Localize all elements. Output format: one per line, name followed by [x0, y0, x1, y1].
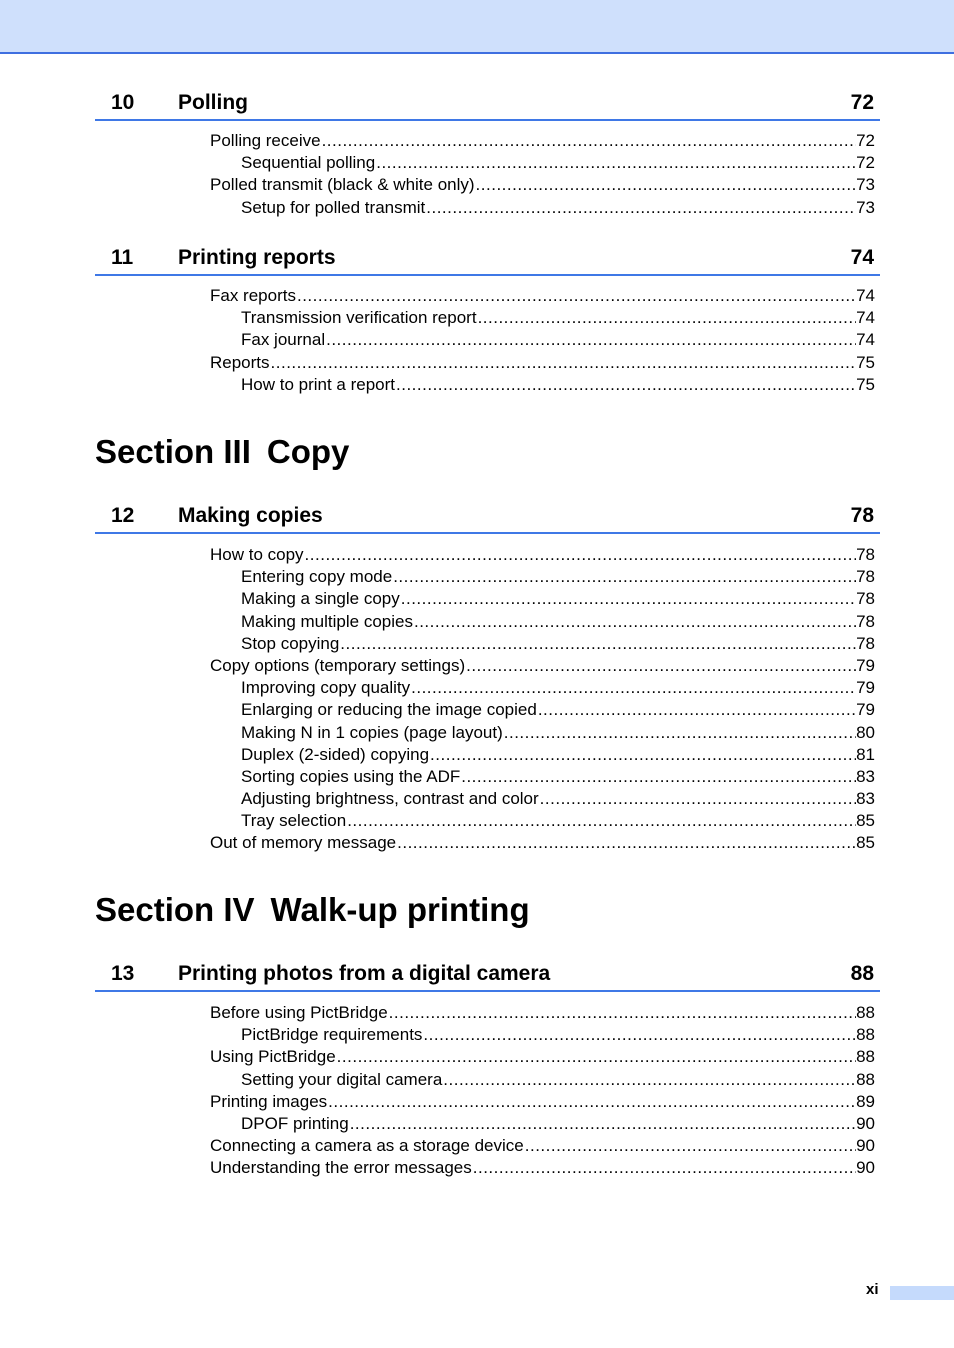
toc-entry-page: 72 — [856, 131, 875, 150]
toc-entry[interactable] — [210, 1002, 875, 1024]
toc-entry[interactable] — [210, 130, 875, 152]
toc-entry[interactable] — [210, 633, 875, 655]
toc-entry[interactable] — [210, 832, 875, 854]
chapter-number: 12 — [111, 504, 135, 527]
dot-leader — [425, 197, 856, 219]
toc-entry[interactable] — [210, 722, 875, 744]
toc-entry-title: Sequential polling — [241, 153, 376, 173]
toc-entry-title: Duplex (2-sided) copying — [241, 744, 430, 764]
dot-leader — [270, 352, 857, 374]
toc-entry-title: Polled transmit (black & white only) — [210, 175, 475, 195]
toc-entry-title: Before using PictBridge — [210, 1003, 388, 1022]
toc-entry[interactable] — [210, 197, 875, 219]
toc-entry-title: Entering copy mode — [241, 567, 393, 587]
toc-entry-page: 72 — [856, 153, 875, 173]
toc-entry-page: 78 — [856, 567, 875, 587]
toc-entry-page: 85 — [856, 811, 875, 831]
section-title: Walk-up printing — [270, 891, 530, 928]
chapter-heading[interactable] — [95, 960, 880, 992]
toc-entry[interactable] — [210, 655, 875, 677]
dot-leader — [375, 152, 856, 174]
toc-entry-page: 81 — [856, 744, 875, 764]
toc-entry-title: Printing images — [210, 1091, 328, 1111]
toc-entry[interactable] — [210, 174, 875, 196]
toc-entries — [210, 285, 875, 396]
toc-entry-page: 78 — [856, 545, 875, 564]
dot-leader — [296, 285, 856, 307]
dot-leader — [410, 677, 856, 699]
chapter-title: Printing reports — [178, 246, 336, 269]
dot-leader — [388, 1002, 856, 1024]
dot-leader — [336, 1046, 856, 1068]
toc-entry-title: Setting your digital camera — [241, 1069, 443, 1089]
dot-leader — [475, 174, 857, 196]
toc-entry-page: 90 — [856, 1136, 875, 1156]
toc-entry[interactable] — [210, 1113, 875, 1135]
toc-entry-page: 75 — [856, 352, 875, 372]
toc-entry[interactable] — [210, 285, 875, 307]
toc-entry[interactable] — [210, 352, 875, 374]
toc-entry-title: Out of memory message — [210, 833, 397, 853]
chapter-page: 88 — [850, 962, 874, 985]
toc-entry[interactable] — [210, 1157, 875, 1179]
toc-entry-page: 85 — [856, 833, 875, 853]
toc-entry[interactable] — [210, 566, 875, 588]
toc-entry-page: 79 — [856, 678, 875, 698]
section-label: Section IV — [95, 891, 255, 928]
chapter-page: 78 — [850, 504, 874, 527]
toc-entry-title: How to print a report — [241, 374, 396, 394]
toc-entry-page: 73 — [856, 197, 875, 217]
dot-leader — [465, 655, 856, 677]
dot-leader — [539, 788, 856, 810]
toc-entry-title: Making N in 1 copies (page layout) — [241, 722, 503, 742]
chapter-page: 72 — [850, 91, 874, 114]
toc-entry-title: Setup for polled transmit — [241, 197, 426, 217]
section-label: Section III — [95, 433, 251, 470]
toc-entry[interactable] — [210, 329, 875, 351]
toc-entry-title: Connecting a camera as a storage device — [210, 1136, 524, 1156]
dot-leader — [472, 1157, 856, 1179]
dot-leader — [400, 588, 856, 610]
toc-entry-title: How to copy — [210, 545, 304, 564]
chapter-heading[interactable] — [95, 502, 880, 534]
toc-entry-title: Polling receive — [210, 131, 321, 150]
dot-leader — [325, 329, 856, 351]
chapter-title: Printing photos from a digital camera — [178, 962, 551, 985]
toc-entries — [210, 130, 875, 219]
toc-entries — [210, 544, 875, 855]
section-heading — [95, 433, 349, 471]
dot-leader — [346, 810, 856, 832]
toc-entry-title: PictBridge requirements — [241, 1025, 423, 1045]
toc-entry-page: 79 — [856, 700, 875, 720]
dot-leader — [321, 130, 857, 152]
toc-entry-page: 73 — [856, 175, 875, 195]
toc-entry[interactable] — [210, 544, 875, 566]
toc-entry[interactable] — [210, 307, 875, 329]
toc-entry-page: 89 — [856, 1091, 875, 1111]
toc-entry[interactable] — [210, 744, 875, 766]
dot-leader — [395, 374, 856, 396]
toc-entry-title: Fax journal — [241, 330, 326, 350]
dot-leader — [339, 633, 856, 655]
toc-entry[interactable] — [210, 766, 875, 788]
footer-band — [890, 1286, 954, 1300]
toc-entry-page: 90 — [856, 1158, 875, 1178]
dot-leader — [422, 1024, 856, 1046]
toc-entry-page: 74 — [856, 330, 875, 350]
toc-entry-title: Copy options (temporary settings) — [210, 655, 466, 675]
toc-entries — [210, 1002, 875, 1180]
chapter-title: Making copies — [178, 504, 323, 527]
toc-entry-page: 74 — [856, 286, 875, 305]
toc-entry-title: Making multiple copies — [241, 611, 413, 631]
toc-entry-page: 88 — [856, 1025, 875, 1045]
dot-leader — [349, 1113, 856, 1135]
dot-leader — [524, 1135, 856, 1157]
toc-entry-page: 78 — [856, 633, 875, 653]
toc-entry-title: Understanding the error messages — [210, 1158, 472, 1178]
dot-leader — [392, 566, 856, 588]
chapter-number: 13 — [111, 962, 135, 985]
toc-entry-page: 88 — [856, 1047, 875, 1067]
toc-entry[interactable] — [210, 699, 875, 721]
toc-entry-page: 79 — [856, 655, 875, 675]
toc-entry-title: DPOF printing — [241, 1113, 349, 1133]
toc-entry-page: 75 — [856, 374, 875, 394]
dot-leader — [477, 307, 857, 329]
toc-entry-page: 90 — [856, 1113, 875, 1133]
dot-leader — [460, 766, 856, 788]
toc-entry-page: 80 — [856, 722, 875, 742]
toc-entry-title: Tray selection — [241, 811, 347, 831]
toc-entry-page: 74 — [856, 308, 875, 328]
toc-entry-page: 78 — [856, 589, 875, 609]
toc-entry[interactable] — [210, 1135, 875, 1157]
toc-entry[interactable] — [210, 152, 875, 174]
toc-entry[interactable] — [210, 788, 875, 810]
toc-entry-title: Sorting copies using the ADF — [241, 766, 461, 786]
toc-entry[interactable] — [210, 611, 875, 633]
dot-leader — [396, 832, 856, 854]
section-title: Copy — [266, 433, 350, 470]
toc-entry-page: 88 — [856, 1069, 875, 1089]
toc-entry-title: Transmission verification report — [241, 308, 477, 328]
chapter-title: Polling — [178, 91, 248, 114]
toc-entry-title: Reports — [210, 352, 270, 372]
toc-entry-page: 83 — [856, 789, 875, 809]
chapter-heading[interactable] — [95, 89, 880, 121]
toc-entry[interactable] — [210, 810, 875, 832]
dot-leader — [304, 544, 857, 566]
toc-entry[interactable] — [210, 1024, 875, 1046]
dot-leader — [429, 744, 856, 766]
toc-entry-title: Using PictBridge — [210, 1047, 336, 1067]
chapter-heading[interactable] — [95, 244, 880, 276]
toc-entry-title: Fax reports — [210, 286, 296, 305]
toc-entry-page: 78 — [856, 611, 875, 631]
toc-entry[interactable] — [210, 1091, 875, 1113]
toc-entry[interactable] — [210, 1069, 875, 1091]
dot-leader — [503, 722, 856, 744]
toc-entry[interactable] — [210, 374, 875, 396]
section-heading — [95, 891, 530, 929]
toc-entry-page: 83 — [856, 766, 875, 786]
toc-entry[interactable] — [210, 677, 875, 699]
toc-entry-page: 88 — [856, 1003, 875, 1022]
toc-entry[interactable] — [210, 588, 875, 610]
chapter-number: 11 — [111, 246, 134, 269]
toc-entry-title: Making a single copy — [241, 589, 400, 609]
chapter-page: 74 — [850, 246, 874, 269]
toc-entry[interactable] — [210, 1046, 875, 1068]
chapter-number: 10 — [111, 91, 135, 114]
toc-entry-title: Enlarging or reducing the image copied — [241, 700, 537, 720]
page-number: xi — [866, 1281, 879, 1298]
toc-entry-title: Stop copying — [241, 633, 340, 653]
dot-leader — [413, 611, 856, 633]
dot-leader — [537, 699, 856, 721]
dot-leader — [327, 1091, 856, 1113]
dot-leader — [442, 1069, 856, 1091]
toc-entry-title: Improving copy quality — [241, 678, 411, 698]
toc-entry-title: Adjusting brightness, contrast and color — [241, 789, 539, 809]
header-band — [0, 0, 954, 54]
